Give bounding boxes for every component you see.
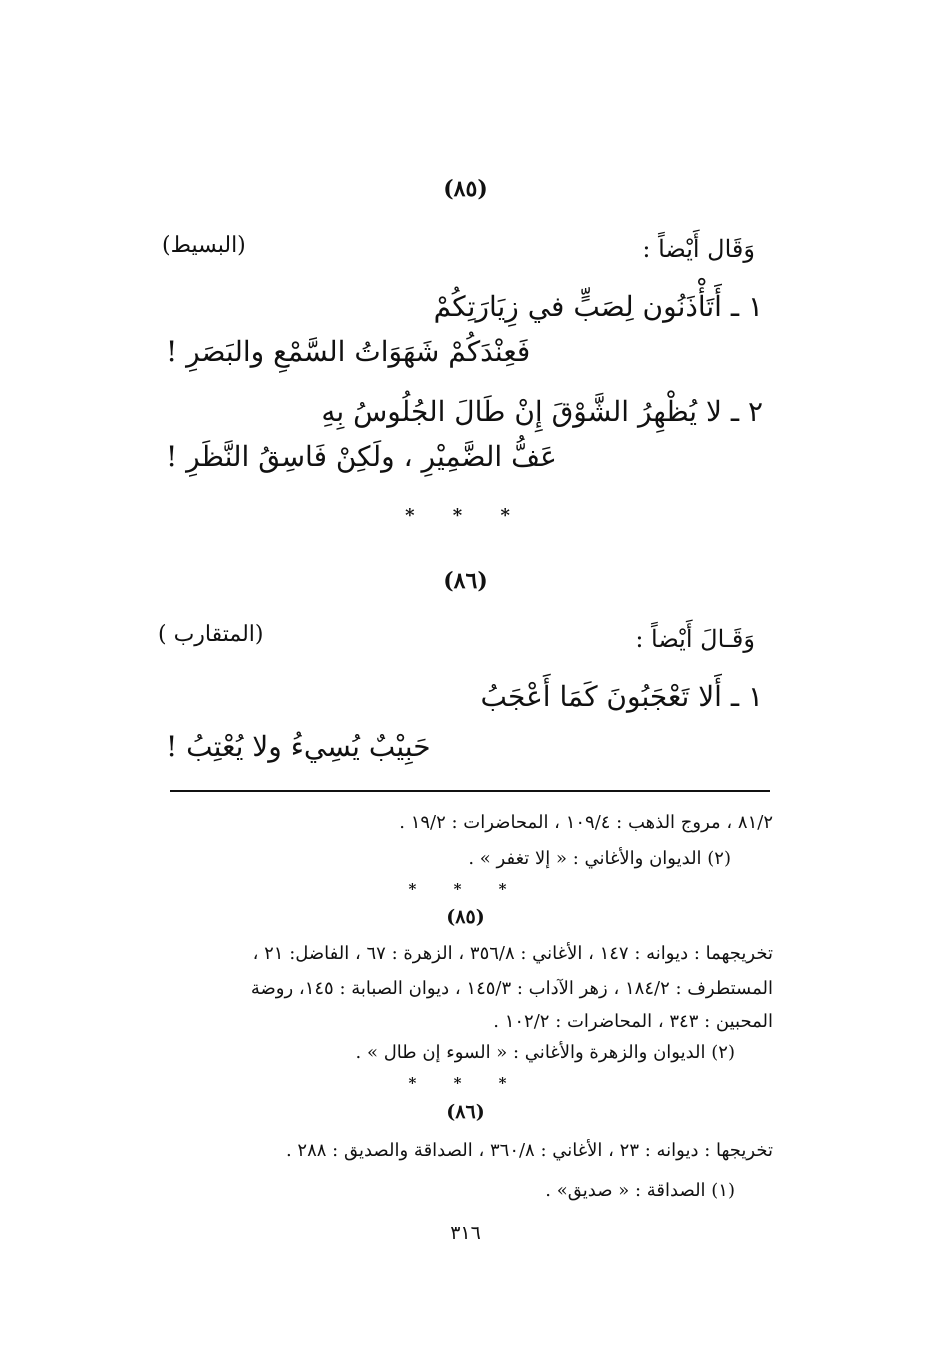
poem-85-verse-1-sadr: ١ ـ أَتَأْذَنُون لِصَبٍّ في زِيَارَتِكُمْ: [433, 290, 763, 323]
footnote-divider: [170, 790, 770, 792]
footnote-separator-1: * * *: [408, 880, 523, 898]
footnote-85-line-3: المحبين : ٣٤٣ ، المحاضرات : ١٠٢/٢ .: [493, 1011, 773, 1032]
poem-separator: * * *: [405, 505, 526, 526]
footnote-85-line-1: تخريجهما : ديوانه : ١٤٧ ، الأغاني : ٣٥٦/٨ ، الزهرة : ٦٧ ، الفاضل: ٢١ ،: [252, 943, 773, 964]
poem-85-verse-1-ajuz: فَعِنْدَكُمْ شَهَوَاتُ السَّمْعِ والبَصَرِ !: [166, 335, 531, 368]
footnote-86-line-1: تخريجها : ديوانه : ٢٣ ، الأغاني : ٣٦٠/٨ ، الصداقة والصديق : ٢٨٨ .: [285, 1140, 773, 1161]
poem-85-number: (٨٥): [443, 176, 488, 202]
poem-85-intro: وَقَال أَيْضاً :: [642, 235, 755, 263]
poem-85-verse-2-ajuz: عَفُّ الضَّمِيْرِ ، ولَكِنْ فَاسِقُ النَّظَرِ !: [166, 440, 557, 473]
poem-86-verse-1-ajuz: حَبِيْبٌ يُسِيءُ ولا يُعْتِبُ !: [166, 730, 431, 763]
footnote-85-note-2: (٢) الديوان والزهرة والأغاني : « السوء إن طال » .: [355, 1042, 735, 1063]
footnote-86-title: (٨٦): [446, 1101, 485, 1123]
poem-86-number: (٨٦): [443, 568, 488, 594]
footnote-85-title: (٨٥): [446, 906, 485, 928]
footnote-86-note-1: (١) الصداقة : « صديق» .: [545, 1180, 735, 1201]
poem-86-meter: (المتقارب ): [158, 622, 264, 647]
footnote-85-line-2: المستطرف : ١٨٤/٢ ، زهر الآداب : ١٤٥/٣ ، ديوان الصبابة : ١٤٥، روضة: [250, 978, 773, 999]
footnote-separator-2: * * *: [408, 1074, 523, 1092]
footnote-85-prev-note: (٢) الديوان والأغاني : « إلا تغفر » .: [468, 848, 731, 869]
poem-86-intro: وَقَـالَ أَيْضاً :: [635, 625, 755, 653]
poem-85-verse-2-sadr: ٢ ـ لا يُظْهِرُ الشَّوْقَ إِنْ طَالَ الجُلُوسُ بِهِ: [321, 395, 763, 428]
poem-86-verse-1-sadr: ١ ـ أَلا تَعْجَبُونَ كَمَا أَعْجَبُ: [480, 680, 763, 713]
page-number: ٣١٦: [450, 1222, 481, 1244]
poem-85-meter: (البسيط): [162, 233, 246, 258]
footnote-continuation-line: ٨١/٢ ، مروج الذهب : ١٠٩/٤ ، المحاضرات : ١٩/٢ .: [399, 812, 773, 833]
